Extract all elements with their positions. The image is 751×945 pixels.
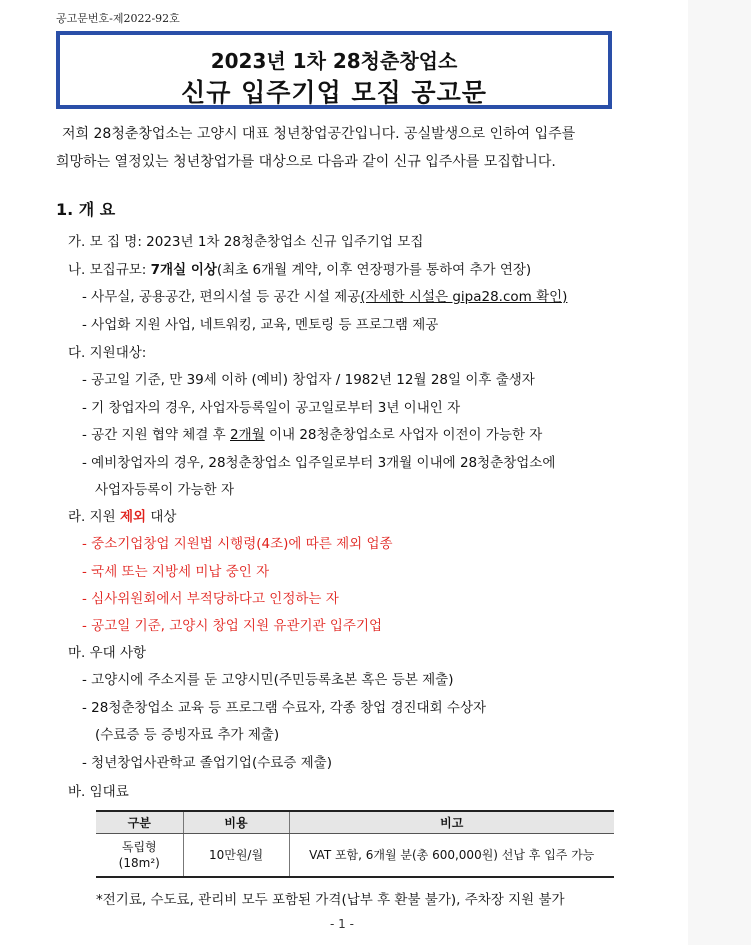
fee-type-line-2: (18m²) [118,856,160,870]
item-na-suffix: (최초 6개월 계약, 이후 연장평가를 통하여 추가 연장) [216,262,532,278]
fee-table-header-note: 비고 [289,811,614,834]
item-ra-sub-4: - 공고일 기준, 고양시 창업 지원 유관기관 입주기업 [82,618,383,634]
fee-table-header-type: 구분 [96,811,183,834]
item-da-sub-3-b: 이내 28청춘창업소로 사업자 이전이 가능한 자 [264,427,543,443]
intro-line-2: 희망하는 열정있는 청년창업가를 대상으로 다음과 같이 신규 입주사를 모집합니다. [56,154,556,170]
item-ma-sub-2-line-1: - 28청춘창업소 교육 등 프로그램 수료자, 각종 창업 경진대회 수상자 [82,700,487,716]
item-da-sub-3-u: 2개월 [230,427,265,443]
fee-footnote: *전기료, 수도료, 관리비 모두 포함된 가격(납부 후 환불 불가), 주차장 지원 불가 [96,892,565,908]
fee-table-cell-type [96,834,183,878]
item-ma-sub-3: - 청년창업사관학교 졸업기업(수료증 제출) [82,755,332,771]
item-ra-sub-1: - 중소기업창업 지원법 시행령(4조)에 따른 제외 업종 [82,536,393,552]
fee-table-cell-cost: 10만원/월 [183,834,289,878]
item-da-sub-4-line-2: 사업자등록이 가능한 자 [95,482,234,498]
item-ma-sub-1: - 고양시에 주소지를 둔 고양시민(주민등록초본 혹은 등본 제출) [82,672,454,688]
item-da-sub-4-line-1: - 예비창업자의 경우, 28청춘창업소 입주일로부터 3개월 이내에 28청춘창업소에 [82,455,556,471]
item-ga: 가. 모 집 명: 2023년 1차 28청춘창업소 신규 입주기업 모집 [68,234,424,250]
item-da: 다. 지원대상: [68,345,147,361]
item-na-sub-1-text: - 사무실, 공용공간, 편의시설 등 공간 시설 제공 [82,289,361,305]
item-ba: 바. 임대료 [68,784,129,800]
item-ma-sub-2-line-2: (수료증 등 증빙자료 추가 제출) [95,727,280,743]
page-edge [688,0,751,945]
title-box [56,31,612,109]
section-heading-overview: 1. 개 요 [56,200,116,219]
item-ra-red: 제외 [120,509,147,525]
document-number: 공고문번호-제2022-92호 [56,12,180,25]
item-na-sub-1-link: (자세한 시설은 gipa28.com 확인) [360,289,568,305]
fee-table-cell-note: VAT 포함, 6개월 분(총 600,000원) 선납 후 입주 가능 [289,834,614,878]
fee-table [96,810,614,878]
page-number: - 1 - [330,917,354,931]
fee-table-header-row [96,811,614,834]
item-da-sub-2: - 기 창업자의 경우, 사업자등록일이 공고일로부터 3년 이내인 자 [82,400,461,416]
item-ra [68,505,176,525]
item-da-sub-3 [82,423,542,443]
item-da-sub-1: - 공고일 기준, 만 39세 이하 (예비) 창업자 / 1982년 12월 28일 이후 출생자 [82,372,535,388]
item-ra-sub-2: - 국세 또는 지방세 미납 중인 자 [82,564,270,580]
item-na-prefix: 나. 모집규모: [68,262,151,278]
item-na-sub-1 [82,285,567,305]
fee-type-line-1: 독립형 [121,840,157,854]
item-ma: 마. 우대 사항 [68,645,147,661]
item-ra-prefix: 라. 지원 [68,509,120,525]
item-da-sub-3-a: - 공간 지원 협약 체결 후 [82,427,230,443]
title-line-2: 신규 입주기업 모집 공고문 [181,78,487,107]
table-row [96,834,614,878]
fee-table-header-cost: 비용 [183,811,289,834]
item-na-sub-2: - 사업화 지원 사업, 네트워킹, 교육, 멘토링 등 프로그램 제공 [82,317,439,333]
intro-line-1: 저희 28청춘창업소는 고양시 대표 청년창업공간입니다. 공실발생으로 인하여 입주를 [62,126,576,142]
item-ra-sub-3: - 심사위원회에서 부적당하다고 인정하는 자 [82,591,339,607]
item-ra-suffix: 대상 [146,509,177,525]
item-na-bold: 7개실 이상 [150,262,217,278]
item-na [68,258,531,278]
title-line-1: 2023년 1차 28청춘창업소 [210,49,458,73]
